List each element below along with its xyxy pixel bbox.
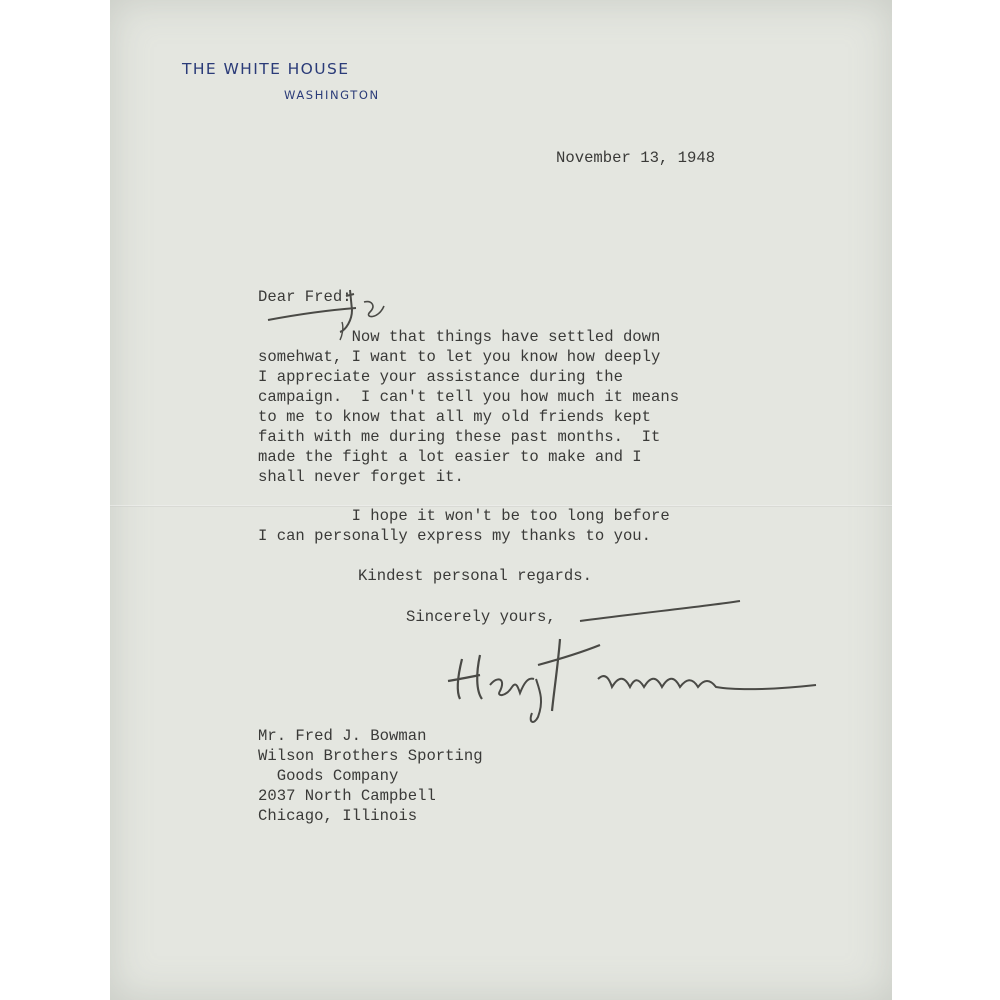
address-line: Goods Company <box>258 767 399 785</box>
body-line: I appreciate your assistance during the <box>258 368 623 386</box>
body-line: Now that things have settled down <box>258 328 661 346</box>
letterhead-title: THE WHITE HOUSE <box>182 60 350 78</box>
signoff: Sincerely yours, <box>406 608 556 626</box>
body-line: I can personally express my thanks to you. <box>258 527 652 545</box>
body-line: I hope it won't be too long before <box>258 507 670 525</box>
closing-line: Kindest personal regards. <box>358 567 592 585</box>
address-line: Mr. Fred J. Bowman <box>258 727 427 745</box>
body-line: to me to know that all my old friends kept <box>258 408 652 426</box>
body-line: made the fight a lot easier to make and I <box>258 448 642 466</box>
body-line: faith with me during these past months. It <box>258 428 661 446</box>
address-line: Chicago, Illinois <box>258 807 418 825</box>
address-line: 2037 North Campbell <box>258 787 436 805</box>
body-line: campaign. I can't tell you how much it means <box>258 388 680 406</box>
letterhead-city: WASHINGTON <box>284 88 380 102</box>
salutation: Dear Fred: <box>258 288 352 306</box>
body-line: somehwat, I want to let you know how deeply <box>258 348 661 366</box>
body-line: shall never forget it. <box>258 468 464 486</box>
address-line: Wilson Brothers Sporting <box>258 747 483 765</box>
letter-date: November 13, 1948 <box>556 149 716 167</box>
letter-sheet <box>110 0 892 1000</box>
